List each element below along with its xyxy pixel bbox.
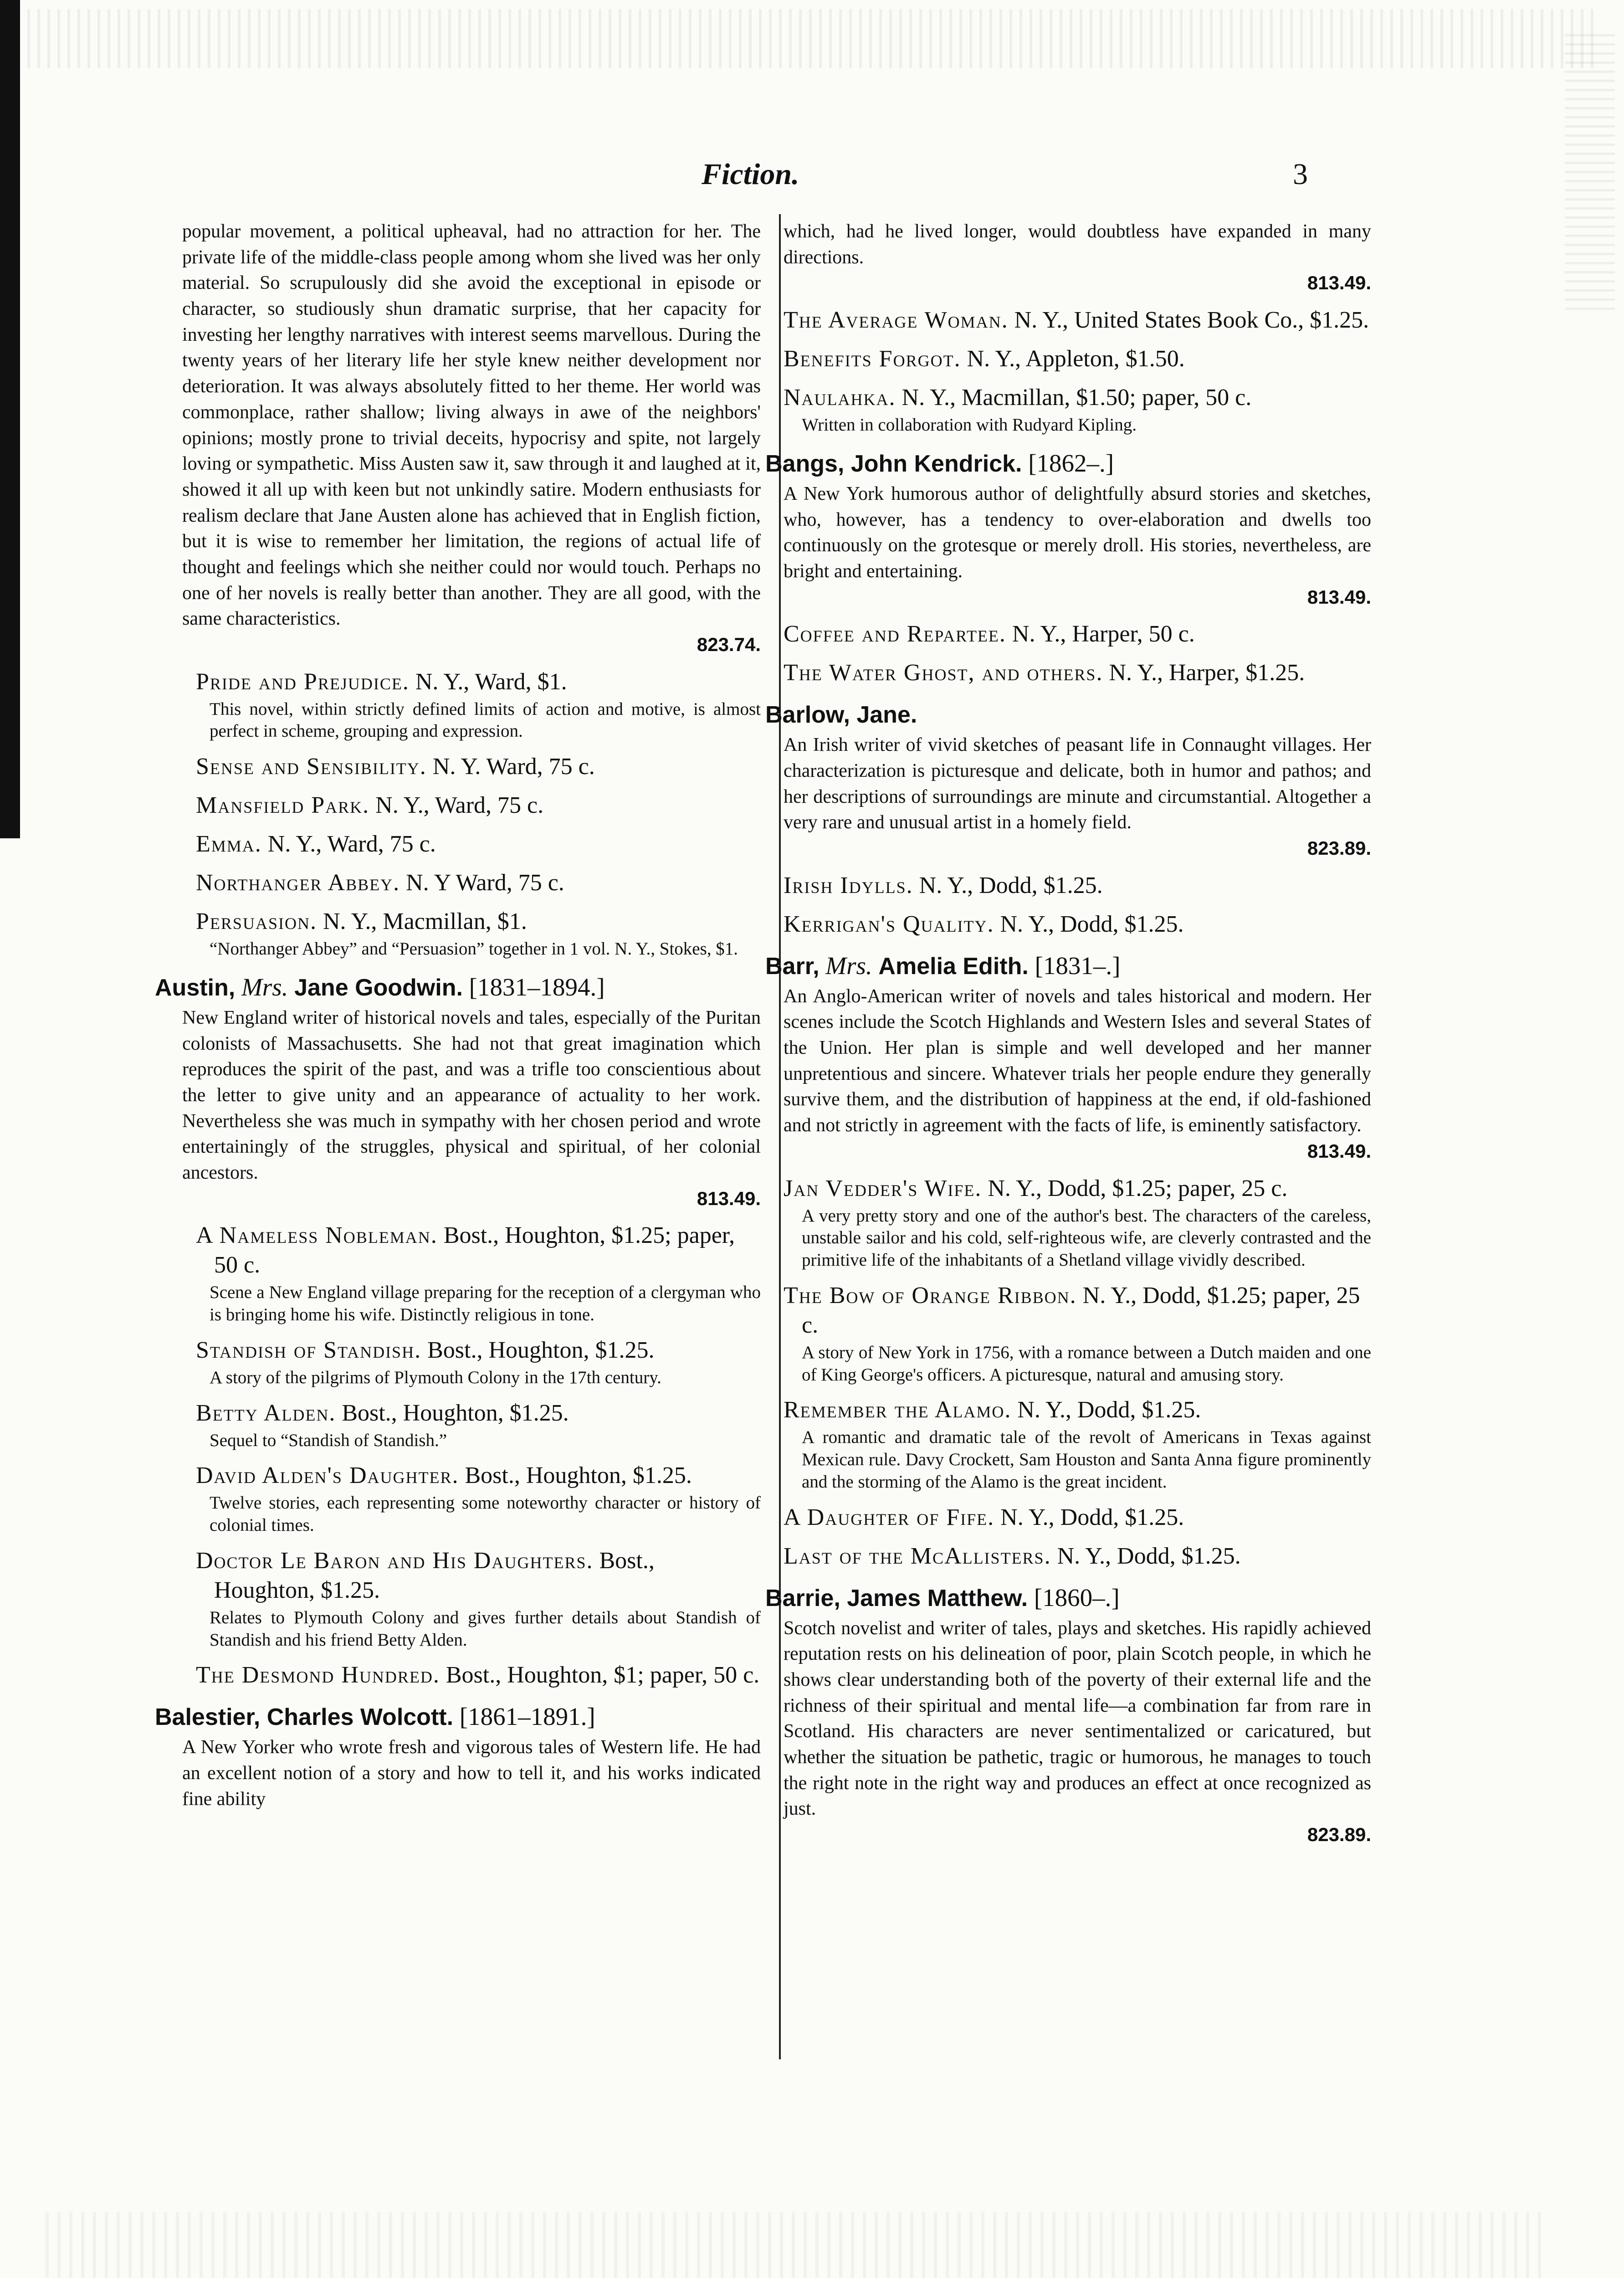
book-entry	[182, 829, 761, 859]
book-publisher: N. Y., Dodd, $1.25.	[913, 872, 1103, 898]
classification-number: 813.49.	[1307, 586, 1371, 608]
book-entry	[182, 868, 761, 898]
book-title-line	[774, 619, 1371, 649]
classification-number: 813.49.	[1307, 1140, 1371, 1162]
book-publisher: N. Y., Ward, 75 c.	[369, 792, 544, 819]
author-dates: [1831–.]	[1035, 951, 1121, 980]
book-entry	[182, 790, 761, 820]
book-note: Relates to Plymouth Colony and gives further details about Standish of Standish and his friend Betty Alden.	[210, 1607, 761, 1650]
book-title: Irish Idylls.	[784, 872, 913, 898]
book-title: Betty Alden.	[196, 1400, 336, 1426]
left-column	[155, 219, 761, 1812]
book-note: This novel, within strictly defined limits of action and motive, is almost perfect in scheme, grouping and expression.	[210, 699, 761, 741]
book-title-line	[774, 383, 1371, 412]
author-bio: An Anglo-American writer of novels and tales historical and modern. Her scenes include the Scotch Highlands and Western Isles and several States of the Union. Her plan is simple and well developed and her manner unpretentious and sincere. Whatever trials her people endure they generally survive them, and the distribution of happiness at the end, if old-fashioned and not strictly in agreement with the facts of life, is eminently satisfactory. 813.49.	[774, 984, 1371, 1165]
book-title: Remember the Alamo.	[784, 1397, 1012, 1423]
book-title: Pride and Prejudice.	[196, 668, 410, 695]
book-title-line	[774, 658, 1371, 688]
book-title-line	[774, 909, 1371, 939]
author-bio: Scotch novelist and writer of tales, plays and sketches. His rapidly achieved reputation rests on his delineation of poor, plain Scotch people, in which he shows clear understanding both of the poverty of their external life and the richness of their spiritual and mental life—a combination far from rare in Scotland. His characters are never sentimentalized or caricatured, but whether the situation be pathetic, tragic or humorous, he manages to touch the right note in the right way and produces an effect at once recognized as just. 823.89.	[774, 1616, 1371, 1848]
classification-number: 813.49.	[1307, 272, 1371, 294]
scan-noise-bottom	[46, 2212, 1549, 2278]
book-title-line	[182, 829, 761, 859]
classification-number: 823.89.	[1307, 837, 1371, 859]
classification-number: 823.74.	[697, 634, 761, 655]
scan-noise-right	[1565, 27, 1615, 310]
book-entry	[182, 1546, 761, 1652]
book-title: Persuasion.	[196, 908, 317, 935]
book-title: Northanger Abbey.	[196, 870, 400, 896]
book-entry	[182, 907, 761, 960]
right-column	[765, 219, 1371, 1848]
book-entry	[774, 1503, 1371, 1532]
book-title-line	[182, 1461, 761, 1490]
book-publisher: N. Y., Dodd, $1.25.	[1051, 1543, 1241, 1569]
book-title: Standish of Standish.	[196, 1337, 422, 1363]
book-title: Coffee and Repartee.	[784, 621, 1006, 647]
book-publisher: Bost., Houghton, $1.25; paper, 50 c.	[214, 1222, 735, 1278]
author-dates: [1860–.]	[1034, 1583, 1120, 1611]
scan-noise-top	[27, 9, 1594, 68]
book-entry	[774, 383, 1371, 436]
book-title-line	[182, 1335, 761, 1365]
author-heading: Barlow, Jane.	[765, 702, 917, 729]
book-title: A Nameless Nobleman.	[196, 1222, 438, 1249]
book-note: A very pretty story and one of the author's best. The characters of the careless, unstable sailor and his cold, self-righteous wife, are cleverly contrasted and the primitive life of the inhabitants of a Shetland village vividly described.	[802, 1206, 1371, 1270]
book-title: David Alden's Daughter.	[196, 1462, 459, 1489]
book-entry	[182, 752, 761, 781]
book-title: Kerrigan's Quality.	[784, 911, 994, 937]
book-entry	[774, 344, 1371, 374]
author-dates: [1862–.]	[1028, 449, 1114, 477]
book-title: The Average Woman.	[784, 307, 1009, 333]
book-title: Mansfield Park.	[196, 792, 370, 819]
book-publisher: Bost., Houghton, $1.25.	[459, 1462, 692, 1489]
book-title-line	[182, 1546, 761, 1605]
book-note: A story of New York in 1756, with a romance between a Dutch maiden and one of King George's officers. A picturesque, natural and amusing story.	[802, 1342, 1371, 1385]
book-title-line	[182, 752, 761, 781]
book-title-line	[182, 667, 761, 697]
author-bio: which, had he lived longer, would doubtless have expanded in many directions. 813.49.	[774, 219, 1371, 296]
author-dates: [1831–1894.]	[469, 973, 605, 1001]
book-publisher: Bost., Houghton, $1.25.	[421, 1337, 655, 1363]
book-entry	[774, 305, 1371, 335]
book-publisher: N. Y. Ward, 75 c.	[426, 754, 595, 780]
book-title-line	[774, 344, 1371, 374]
book-entry	[182, 1221, 761, 1326]
book-note: Scene a New England village preparing for the reception of a clergyman who is bringing home his wife. Distinctly religious in tone.	[210, 1283, 761, 1325]
book-publisher: N. Y., Harper, $1.25.	[1103, 660, 1305, 686]
book-entry	[774, 1281, 1371, 1386]
book-title: Benefits Forgot.	[784, 346, 961, 372]
book-title: Sense and Sensibility.	[196, 754, 427, 780]
book-title-line	[182, 868, 761, 898]
book-title-line	[774, 305, 1371, 335]
book-entry	[774, 1541, 1371, 1571]
author-bio: An Irish writer of vivid sketches of peasant life in Connaught villages. Her characterization is picturesque and delicate, both in humor and pathos; and her descriptions of surroundings are minute and circumstantial. Altogether a very rare and unusual artist in a homely field. 823.89.	[774, 732, 1371, 861]
classification-number: 813.49.	[697, 1187, 761, 1209]
book-publisher: Bost., Houghton, $1; paper, 50 c.	[440, 1662, 760, 1688]
book-title: Jan Vedder's Wife.	[784, 1175, 982, 1201]
book-publisher: N. Y Ward, 75 c.	[400, 870, 564, 896]
book-title-line	[774, 1281, 1371, 1340]
book-publisher: N. Y., Dodd, $1.25.	[994, 911, 1184, 937]
book-entry	[182, 1398, 761, 1452]
book-publisher: N. Y., Appleton, $1.50.	[961, 346, 1185, 372]
book-publisher: N. Y., United States Book Co., $1.25.	[1008, 307, 1369, 333]
book-title-line	[182, 1398, 761, 1428]
book-title: A Daughter of Fife.	[784, 1504, 995, 1530]
book-entry	[182, 1660, 761, 1690]
author-bio: popular movement, a political upheaval, had no attraction for her. The private life of the middle-class people among whom she lived was her only material. So scrupulously did she avoid the exceptional in episode or character, so studiously shun dramatic surprise, that her capacity for investing her lengthy narratives with interest seems marvellous. During the twenty years of her literary life her style knew neither development nor deterioration. It was always absolutely fitted to her theme. Her world was commonplace, rather shallow; living always in awe of the neighbors' opinions; mostly prone to trivial deceits, hypocrisy and spite, not largely loving or sympathetic. Miss Austen saw it, saw through it and laughed at it, showed it all up with keen but not unkindly satire. Modern enthusiasts for realism declare that Jane Austen alone has achieved that in English fiction, but it is wise to remember her limitation, the regions of actual life of thought and feelings which she neither could nor would touch. Perhaps no one of her novels is really better than another. They are all good, with the same characteristics. 823.74.	[182, 219, 761, 658]
book-publisher: N. Y., Dodd, $1.25.	[994, 1504, 1184, 1530]
book-entry	[774, 658, 1371, 688]
book-publisher: N. Y., Macmillan, $1.50; paper, 50 c.	[896, 385, 1252, 411]
book-title-line	[774, 1395, 1371, 1425]
book-entry	[182, 1461, 761, 1537]
book-entry	[774, 619, 1371, 649]
book-publisher: N. Y., Dodd, $1.25.	[1011, 1397, 1201, 1423]
book-title-line	[182, 790, 761, 820]
book-title-line	[182, 1660, 761, 1690]
book-title: The Desmond Hundred.	[196, 1662, 440, 1688]
book-note: Sequel to “Standish of Standish.”	[210, 1430, 447, 1450]
book-publisher: N. Y., Ward, $1.	[409, 668, 567, 695]
author-dates: [1861–1891.]	[459, 1703, 595, 1731]
book-note: Written in collaboration with Rudyard Kipling.	[802, 415, 1137, 435]
book-publisher: Bost., Houghton, $1.25.	[214, 1547, 655, 1603]
book-title: Last of the McAllisters.	[784, 1543, 1051, 1569]
book-title: The Bow of Orange Ribbon.	[784, 1282, 1077, 1308]
book-title-line	[182, 1221, 761, 1280]
book-entry	[774, 871, 1371, 900]
scan-edge-bar	[0, 0, 20, 838]
book-title: Naulahka.	[784, 385, 896, 411]
author-bio: New England writer of historical novels and tales, especially of the Puritan colonists of Massachusetts. She had not that great imagination which reproduces the spirit of the past, and was a trifle too conscientious about the letter to give unity and an appearance of actuality to her work. Nevertheless she was much in sympathy with her chosen period and wrote entertainingly of the struggles, physical and spiritual, of her colonial ancestors. 813.49.	[182, 1005, 761, 1212]
book-entry	[774, 909, 1371, 939]
book-title: Doctor Le Baron and His Daughters.	[196, 1547, 594, 1574]
author-heading: Austin, Mrs. Jane Goodwin. [1831–1894.]	[155, 973, 605, 1001]
book-note: “Northanger Abbey” and “Persuasion” together in 1 vol. N. Y., Stokes, $1.	[210, 939, 738, 959]
book-entry	[774, 1174, 1371, 1272]
classification-number: 823.89.	[1307, 1824, 1371, 1845]
book-title-line	[774, 1541, 1371, 1571]
author-heading: Balestier, Charles Wolcott. [1861–1891.]	[155, 1703, 595, 1731]
book-publisher: N. Y., Macmillan, $1.	[317, 908, 527, 935]
book-publisher: N. Y., Dodd, $1.25; paper, 25 c.	[802, 1282, 1360, 1338]
book-publisher: N. Y., Dodd, $1.25; paper, 25 c.	[982, 1175, 1288, 1201]
author-heading: Barrie, James Matthew. [1860–.]	[765, 1583, 1120, 1611]
book-note: Twelve stories, each representing some noteworthy character or history of colonial times.	[210, 1493, 761, 1535]
running-head: Fiction.	[702, 158, 799, 191]
page-number: 3	[1293, 158, 1308, 191]
book-entry	[774, 1395, 1371, 1493]
author-heading: Bangs, John Kendrick. [1862–.]	[765, 449, 1114, 477]
book-title-line	[774, 1503, 1371, 1532]
author-bio: A New York humorous author of delightfully absurd stories and sketches, who, however, has a tendency to over-elaboration and dwells too continuously on the grotesque or merely droll. His stories, nevertheless, are bright and entertaining. 813.49.	[774, 481, 1371, 610]
book-title-line	[182, 907, 761, 936]
book-note: A romantic and dramatic tale of the revolt of Americans in Texas against Mexican rule. Davy Crockett, Sam Houston and Santa Anna figure prominently and the storming of the Alamo is the great incident.	[802, 1427, 1371, 1492]
book-title: Emma.	[196, 831, 262, 857]
book-publisher: Bost., Houghton, $1.25.	[336, 1400, 569, 1426]
book-publisher: N. Y., Harper, 50 c.	[1006, 621, 1195, 647]
book-title: The Water Ghost, and others.	[784, 660, 1103, 686]
book-publisher: N. Y., Ward, 75 c.	[261, 831, 436, 857]
book-entry	[182, 1335, 761, 1389]
author-bio: A New Yorker who wrote fresh and vigorous tales of Western life. He had an excellent notion of a story and how to tell it, and his works indicated fine ability	[182, 1737, 761, 1810]
book-note: A story of the pilgrims of Plymouth Colony in the 17th century.	[210, 1367, 661, 1387]
author-heading: Barr, Mrs. Amelia Edith. [1831–.]	[765, 951, 1121, 980]
book-entry	[182, 667, 761, 743]
book-title-line	[774, 1174, 1371, 1203]
book-title-line	[774, 871, 1371, 900]
